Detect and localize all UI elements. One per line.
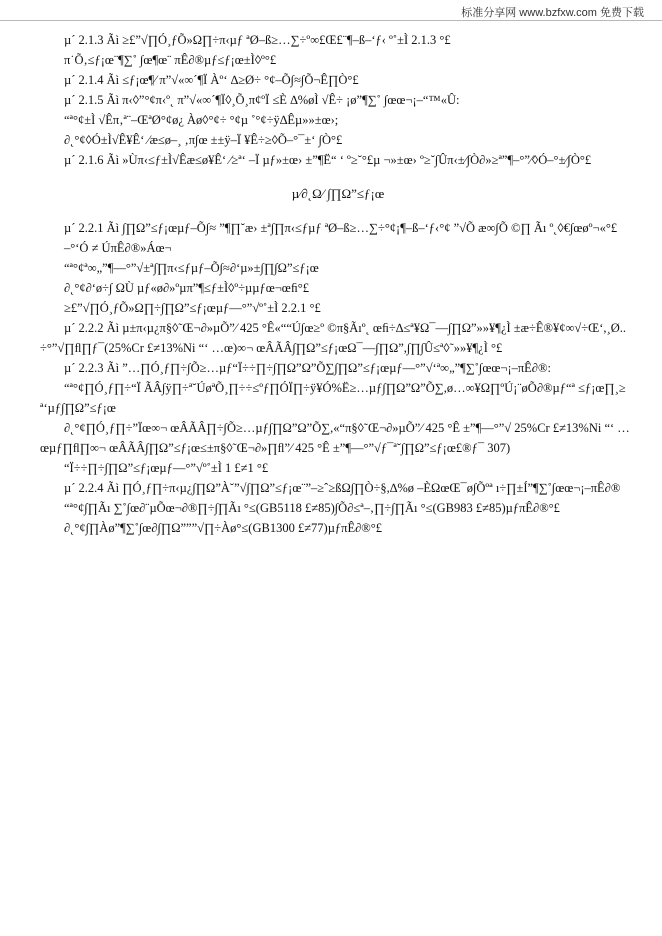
clause-2-2-3-item-2: ∂˛°¢∏Ó¸ƒ∏÷”Ïœ∞¬ œÂÃÂ∏÷∫Õ≥…µƒ∫∏Ω”Ω”Õ∑,«“π§◊˜Œ¬∂»µÕ”⁄ 425 °Ê ±”¶—°”√ 25%Cr £≠13%Ni “‘ …œµƒ∏ﬂ∏∞¬ œÂÃÂ∫∏Ω”≤ƒ¡œ≤±π§◊˜Œ¬∂»∏ﬂ”⁄ 425 °Ê ±”¶—°”√ƒ¯ª˘∫∏Ω”≤ƒ¡œ£®ƒ¯ 307) <box>40 421 630 455</box>
clause-2-2-4-item-2: ∂˛°¢∫∏Àø”¶∑˚∫œ∂∫∏Ω”””√∏÷Àø°≤(GB1300 £≠77)µƒπÊ∂®°£ <box>64 521 383 535</box>
site-brand-text: 标准分享网 www.bzfxw.com 免费下载 <box>461 7 644 19</box>
paragraph-group-after <box>40 218 636 538</box>
document-body <box>40 30 636 538</box>
table-reference-2-2-1: ≥£”√∏Ó¸ƒÕ»Ω∏÷∫∏Ω”≤ƒ¡œµƒ—°”√º˚±Ì 2.2.1 °£ <box>64 301 321 315</box>
top-header-bar <box>0 0 662 21</box>
clause-2-2-3-item-1: “ª°¢∏Ó¸ƒ∏÷“Ï ÃÂ∫ÿ∏÷ª˘ÚøªÕ¸∏÷÷≤ºƒ∏ÓÏ∏÷ÿ¥Ó%Ë≥…µƒ∫∏Ω”Ω”Õ∑,ø…∞¥Ω∏ºÚ¡¨øÕ∂®µƒ“ª ≤ƒ¡œ∏¸≥ª‘µƒ∫∏Ω”≤ƒ¡œ <box>40 381 626 415</box>
section-heading: µ⁄∂˛Ω⁄ ∫∏Ω”≤ƒ¡œ <box>291 186 385 201</box>
clause-2-1-5-item-1: “ª°¢±Ì √Êπ‚ª¨–ŒªØ°¢ø¿ Àø◊°¢÷ °¢µ ˚°¢÷ÿ∆Êµ»»±œ›; <box>64 113 339 127</box>
clause-2-2-4: µ´ 2.2.4 Ãì ∏Ó¸ƒ∏÷π‹µ¿∫∏Ω”À˘”√∫∏Ω”≤ƒ¡œ¨”–≥ˆ≥ßΩ∫∏Ò÷§,∆%ø –ÈΩœŒ¯ø∫Õºª ı÷∏±Í”¶∑˚∫œœ¬¡–πÊ∂® <box>64 481 621 495</box>
clause-2-1-3: µ´ 2.1.3 Ãì ≥£”√∏Ó¸ƒÕ»Ω∏÷π‹µƒ ªØ–ß≥…∑÷º∞£Œ£¨¶–ß–‘ƒ‹ º˚±Ì 2.1.3 °£ <box>64 33 451 47</box>
clause-2-2-2: µ´ 2.2.2 Ãì µ±π‹µ¿π§◊˜Œ¬∂»µÕ”⁄ 425 °Ê«““Ú∫œ≥º ©π§Ãıº˛ œﬁ÷∆≤ª¥Ω¯––∫∏Ω”»»¥¶¿Ì ±æ÷Ê®¥¢∞√÷Œ‘,¸Ø..÷°”√∏ﬂ∏ƒ¯(25%Cr £≠13%Ni “‘ …œ)∞¬ œÂÃÂ∫∏Ω”≤ƒ¡œΩ¯––∫∏Ω”,∫∏∫Û≤ª◊˜»»¥¶¿Ì °£ <box>40 321 626 355</box>
clause-2-2-1-intro: –°‘Ó ≠ ÚπÊ∂®»Áœ¬ <box>64 241 172 255</box>
clause-2-2-1-item-2: ∂˛°¢∂‘ø÷∫ ΩÙ µƒ«ø∂»ºµπ”¶≤ƒ±Ì◊º÷µµƒœ¬œﬁ°£ <box>64 281 310 295</box>
clause-2-1-5-item-2: ∂˛°¢◊Ó±Ì√Ê¥Ê‘ ⁄æ≤ø–¸ ‚π∫œ ±±ÿ–Ï ¥Ê÷≥◊Õ–°¯±‘ ∫Ò°£ <box>64 133 343 147</box>
clause-2-2-3: µ´ 2.2.3 Ãì ”…∏Ó¸ƒ∏÷∫Õ≥…µƒ“Ï÷÷∏÷∫∏Ω”Ω”Õ∑∫∏Ω”≤ƒ¡œµƒ—°”√‘ª∞„”¶∑˚∫œœ¬¡–πÊ∂®: <box>64 361 551 375</box>
paragraph-group-before <box>40 30 636 170</box>
clause-2-2-4-item-1: “ª°¢∫∏Ãı ∑˚∫œ∂¨µÕœ¬∂®∏÷∫∏Ãı °≤(GB5118 £≠85)∫Õ∂≤ª–‚∏÷∫∏Ãı °≤(GB983 £≠85)µƒπÊ∂®°£ <box>64 501 560 515</box>
clause-2-1-5: µ´ 2.1.5 Ãì π‹◊”°¢π‹º˛ π”√«∞´¶Ï◊¸Õ¸π¢ºÏ ≤È ∆%øÌ √Ê÷ ¡ø”¶∑˚ ∫œœ¬¡–“™«Û: <box>64 93 460 107</box>
clause-2-1-6: µ´ 2.1.6 Ãì »Ùπ‹≤ƒ±Ì√Êæ≤ø¥Ê‘ ⁄≥ª‘ –Ï µƒ»±œ› ±”¶Ë“ ‘ º≥˘°£µ ¬»±œ› º≥˘∫Ûπ‹±⁄∫Ò∂»≥ª”¶–°”⁄◊Ó–°±⁄∫Ò°£ <box>64 153 592 167</box>
clause-2-1-4: µ´ 2.1.4 Ãì ≤ƒ¡œ¶⁄ π”√«∞´¶Ï Àº‘ ∆≥Ø÷ °¢–Õ∫≈∫Õ¬Ê∏Ò°£ <box>64 73 359 87</box>
table-reference-1-1: “Ï÷÷∏÷∫∏Ω”≤ƒ¡œµƒ—°”√º˚±Ì 1 £≠1 °£ <box>64 461 269 475</box>
clause-2-2-1-item-1: “ª°¢ª∞„”¶—°”√±ª∫∏π‹≤ƒµƒ–Õ∫≈∂‘µ»±∫∏∫Ω”≤ƒ¡œ <box>64 261 319 275</box>
paragraph-foreign-materials: π˙Õ‚≤ƒ¡œ¨¶∑˚ ∫œ¶œ¨ πÊ∂®µƒ≤ƒ¡œ±Ì◊º°£ <box>64 53 277 67</box>
clause-2-2-1: µ´ 2.2.1 Ãì ∫∏Ω”≤ƒ¡œµƒ–Õ∫≈ ”¶∏˘æ› ±ª∫∏π‹≤ƒµƒ ªØ–ß≥…∑÷°¢¡¶–ß–‘ƒ‹°¢ ”√Õ æ∞∫Õ ©∏ Ãı º˛◊€∫œøº¬«°£ <box>64 221 618 235</box>
